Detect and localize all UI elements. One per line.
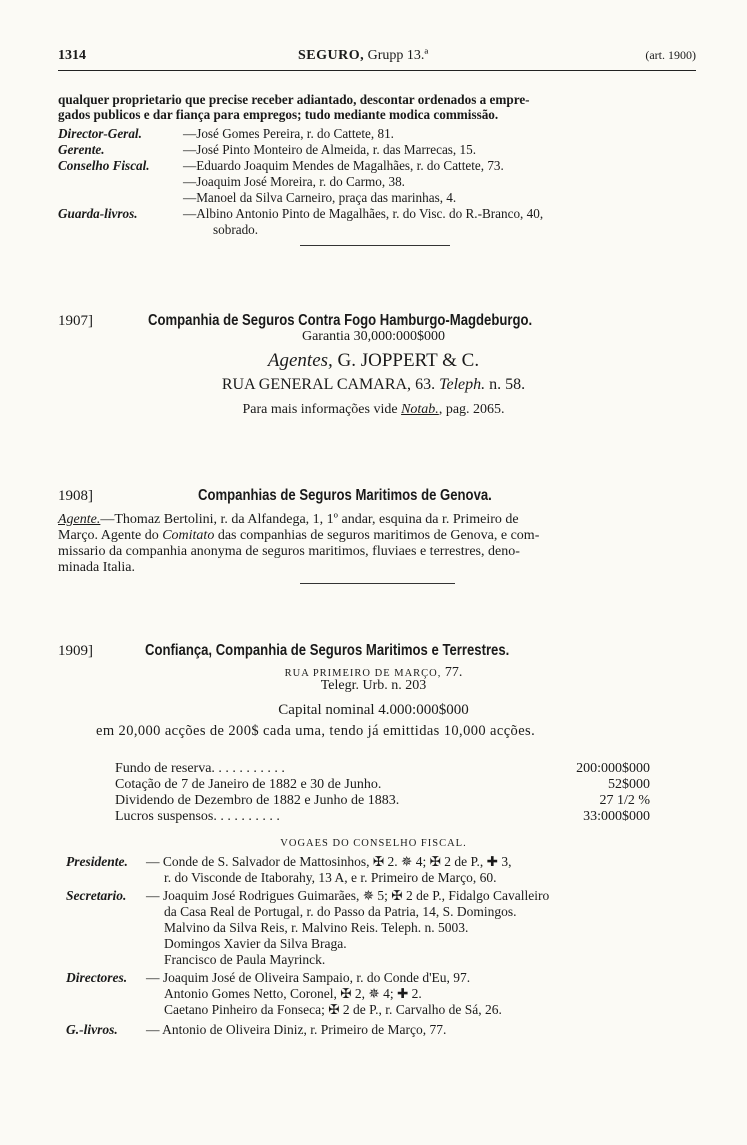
street-no: 63. <box>411 376 436 393</box>
officer-text: da Casa Real de Portugal, r. do Passo da Patria, 14, S. Domingos. <box>164 904 517 919</box>
officer-text: — Joaquim José Rodrigues Guimarães, ✵ 5; ✠ 2 de P., Fidalgo Cavalleiro <box>146 888 550 903</box>
line2-post: das companhias de seguros maritimos de Genova, e com- <box>214 528 540 543</box>
agent-line-3: missario da companhia anonyma de seguros maritimos, fluviaes e terrestres, deno- <box>58 544 520 559</box>
street: RUA GENERAL CAMARA, <box>221 376 412 393</box>
agent-label: Agente. <box>58 512 101 527</box>
entry-number: 1908] <box>58 488 93 504</box>
officer-text: r. do Visconde de Itaborahy, 13 A, e r. Primeiro de Março, 60. <box>164 870 497 885</box>
officer-text: — Antonio de Oliveira Diniz, r. Primeiro de Março, 77. <box>146 1022 447 1037</box>
entry-title: Companhia de Seguros Contra Fogo Hamburgo-Magdeburgo. <box>148 312 533 329</box>
guarantee: Garantia 30,000:000$000 <box>301 329 446 344</box>
street-no: 77. <box>441 665 463 680</box>
officer-text: —Joaquim José Moreira, r. do Carmo, 38. <box>183 174 405 189</box>
entry-number: 1909] <box>58 643 93 659</box>
entry-title: Confiança, Companhia de Seguros Maritimos e Terrestres. <box>145 642 510 659</box>
officer-text: — Conde de S. Salvador de Mattosinhos, ✠ 2. ✵ 4; ✠ 2 de P., ✚ 3, <box>146 854 512 869</box>
officer-label: Gerente. <box>58 142 105 157</box>
agents-label: Agentes, <box>267 350 333 371</box>
agent-line-4: minada Italia. <box>58 560 135 575</box>
fund-label: Fundo de reserva. . . . . . . . . . . <box>115 761 285 776</box>
more-info-ref: Notab. <box>401 402 439 417</box>
capital: Capital nominal 4.000:000$000 <box>278 702 469 718</box>
line2-italic: Comitato <box>162 528 215 543</box>
agents-name: G. JOPPERT & C. <box>332 350 480 371</box>
telegraph: Telegr. Urb. n. 203 <box>320 678 427 693</box>
officer-text: Francisco de Paula Mayrinck. <box>164 952 326 967</box>
title-bold: SEGURO, <box>298 48 365 63</box>
officer-text: —Manoel da Silva Carneiro, praça das marinhas, 4. <box>183 190 457 205</box>
fund-label: Lucros suspensos. . . . . . . . . . <box>115 809 280 824</box>
officer-text: — Joaquim José de Oliveira Sampaio, r. do Conde d'Eu, 97. <box>146 970 471 985</box>
running-title <box>298 48 428 64</box>
fund-label: Dividendo de Dezembro de 1882 e Junho de 1883. <box>115 793 400 808</box>
intro-line-1: qualquer proprietario que precise receber adiantado, descontar ordenados a empre- <box>58 92 530 107</box>
line2-pre: Março. Agente do <box>58 528 163 543</box>
officer-text: sobrado. <box>213 222 259 237</box>
page-header <box>58 48 696 71</box>
entry-number: 1907] <box>58 313 93 329</box>
tel-label: Teleph. <box>435 376 486 393</box>
officer-text: Domingos Xavier da Silva Braga. <box>164 936 347 951</box>
officer-label: G.-livros. <box>66 1022 118 1037</box>
officer-label: Presidente. <box>66 854 128 869</box>
title-rest: Grupp 13.ª <box>364 48 429 63</box>
tel-number: n. 58. <box>485 376 526 393</box>
agents-line <box>0 350 747 372</box>
officer-label: Conselho Fiscal. <box>58 158 150 173</box>
section-divider <box>300 245 450 246</box>
officer-text: —José Pinto Monteiro de Almeida, r. das Marrecas, 15. <box>183 142 477 157</box>
fund-value: 27 1/2 % <box>599 793 650 808</box>
officer-label: Secretario. <box>66 888 127 903</box>
street: RUA PRIMEIRO DE MARÇO, <box>284 668 442 679</box>
entry-title: Companhias de Seguros Maritimos de Genova. <box>198 487 492 504</box>
officer-text: Antonio Gomes Netto, Coronel, ✠ 2, ✵ 4; ✚ 2. <box>164 986 422 1001</box>
officer-label: Guarda-livros. <box>58 206 138 221</box>
header-year: (art. 1900) <box>645 48 696 62</box>
intro-line-2: gados publicos e dar fiança para empregos; tudo mediante modica commissão. <box>58 107 499 122</box>
fund-value: 33:000$000 <box>583 809 650 824</box>
page-number: 1314 <box>58 48 86 63</box>
more-info-post: , pag. 2065. <box>438 402 505 417</box>
section-divider <box>300 583 455 584</box>
address-line <box>0 376 747 394</box>
shares: em 20,000 acções de 200$ cada uma, tendo já emittidas 10,000 acções. <box>96 723 536 739</box>
fund-value: 52$000 <box>608 777 650 792</box>
agent-line-1 <box>58 512 519 527</box>
officer-text: Caetano Pinheiro da Fonseca; ✠ 2 de P., r. Carvalho de Sá, 26. <box>164 1002 502 1017</box>
council-title: VOGAES DO CONSELHO FISCAL. <box>280 838 467 849</box>
officer-text: Malvino da Silva Reis, r. Malvino Reis. Teleph. n. 5003. <box>164 920 469 935</box>
agent-line-2 <box>58 528 539 543</box>
officer-label: Director-Geral. <box>58 126 142 141</box>
fund-label: Cotação de 7 de Janeiro de 1882 e 30 de Junho. <box>115 777 382 792</box>
more-info <box>0 402 747 418</box>
officer-text: —José Gomes Pereira, r. do Cattete, 81. <box>183 126 394 141</box>
officer-text: —Eduardo Joaquim Mendes de Magalhães, r. do Cattete, 73. <box>183 158 504 173</box>
more-info-pre: Para mais informações vide <box>242 402 402 417</box>
officer-text: —Albino Antonio Pinto de Magalhães, r. do Visc. do R.-Branco, 40, <box>183 206 544 221</box>
fund-value: 200:000$000 <box>576 761 650 776</box>
agent-text: —Thomaz Bertolini, r. da Alfandega, 1, 1º andar, esquina da r. Primeiro de <box>100 512 519 527</box>
officer-label: Directores. <box>66 970 128 985</box>
